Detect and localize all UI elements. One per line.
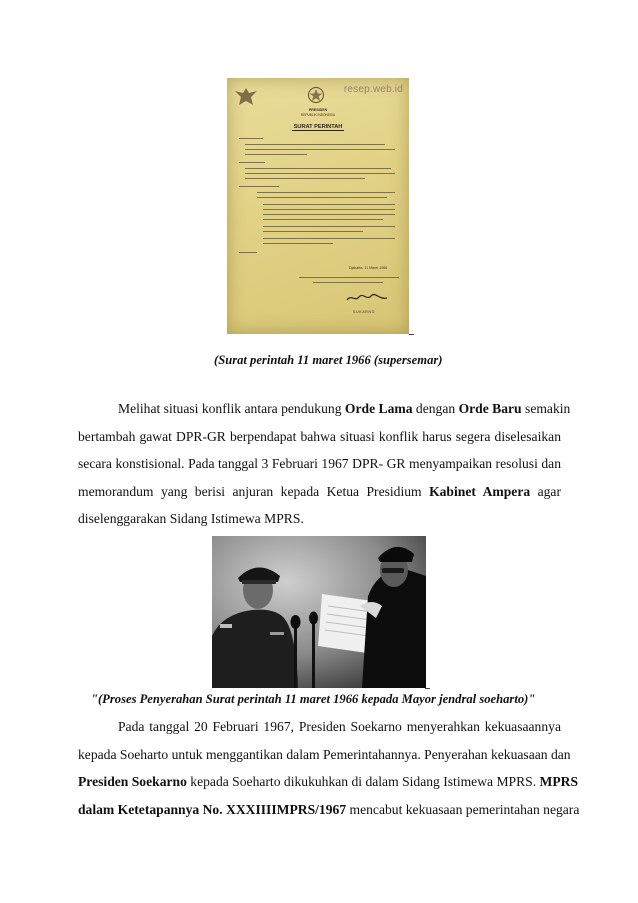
image-marker xyxy=(425,688,430,689)
paragraph-1-line-4: memorandum yang berisi anjuran kepada Ketua Presidium Kabinet Ampera agar xyxy=(78,483,561,499)
letter-title: SURAT PERINTAH xyxy=(293,124,343,130)
image-marker xyxy=(409,334,414,335)
presidential-seal-icon xyxy=(307,86,325,104)
paragraph-1-line-2: bertambah gawat DPR-GR berpendapat bahwa situasi konflik harus segera diselesaikan xyxy=(78,428,561,444)
paragraph-2 xyxy=(78,713,580,823)
watermark: resep.web.id xyxy=(343,84,403,95)
caption-supersemar: (Surat perintah 11 maret 1966 (supersemar) xyxy=(214,353,443,367)
paragraph-1-line-3: secara konstisional. Pada tanggal 3 Februari 1967 DPR- GR menyampaikan resolusi dan xyxy=(78,456,561,471)
signer-name: SUKARNO xyxy=(353,310,375,314)
paragraph-1-line-1: Melihat situasi konflik antara pendukung Orde Lama dengan Orde Baru semakin xyxy=(118,401,571,416)
letterhead-line-1: PRESIDEN xyxy=(308,108,328,112)
supersemar-letter-photo xyxy=(227,78,409,334)
caption-handover: "(Proses Penyerahan Surat perintah 11 maret 1966 kepada Mayor jendral soeharto)" xyxy=(91,692,536,706)
garuda-emblem-icon xyxy=(233,86,259,108)
signature-icon xyxy=(345,292,389,304)
paragraph-2-line-3: Presiden Soekarno kepada Soeharto dikukuhkan di dalam Sidang Istimewa MPRS. MPRS xyxy=(78,774,579,789)
letter-date: Djakarta, 11 Maret 1966 xyxy=(349,266,388,270)
paragraph-2-line-4: dalam Ketetapannya No. XXXIIIIMPRS/1967 mencabut kekuasaan pemerintahan negara xyxy=(78,801,580,817)
paragraph-1-line-5: diselenggarakan Sidang Istimewa MPRS. xyxy=(78,511,304,526)
letterhead-line-2: REPUBLIK INDONESIA xyxy=(300,113,336,117)
handover-ceremony-photo xyxy=(212,536,426,688)
paragraph-2-line-1: Pada tanggal 20 Februari 1967, Presiden Soekarno menyerahkan kekuasaannya xyxy=(118,719,561,734)
paragraph-2-line-2: kepada Soeharto untuk menggantikan dalam Pemerintahannya. Penyerahan kekuasaan dan xyxy=(78,746,571,762)
paragraph-1 xyxy=(78,395,571,533)
